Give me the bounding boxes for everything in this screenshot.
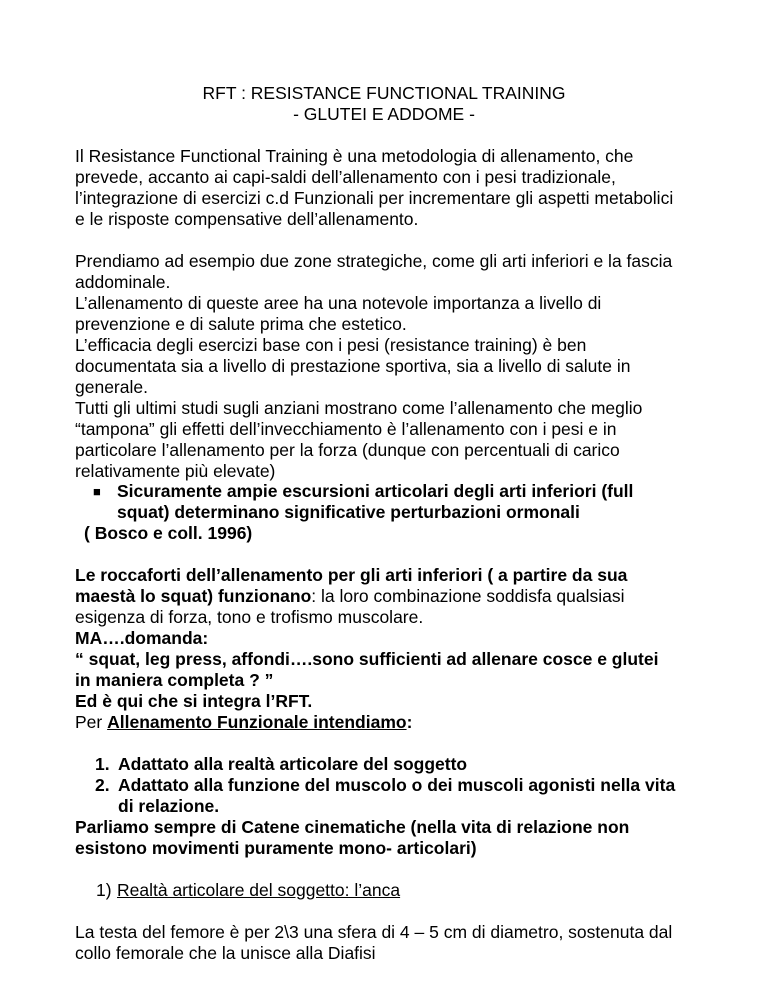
text-line: prevenzione e di salute prima che estetico. xyxy=(75,314,407,334)
question-line-2: in maniera completa ? ” xyxy=(75,670,274,690)
list-item xyxy=(95,754,715,775)
text-line: La testa del femore è per 2\3 una sfera di 4 – 5 cm di diametro, sostenuta dal xyxy=(75,922,673,942)
section-label: Realtà articolare del soggetto: l’anca xyxy=(117,880,401,900)
question-line-1: “ squat, leg press, affondi….sono sufficienti ad allenare cosce e glutei xyxy=(75,649,659,669)
text-line: L’efficacia degli esercizi base con i pesi (resistance training) è ben xyxy=(75,335,587,355)
text-line: collo femorale che la unisce alla Diafisi xyxy=(75,943,376,963)
text-line-bold: esistono movimenti puramente mono- articolari) xyxy=(75,838,477,858)
text-run: Per xyxy=(75,712,108,732)
text-line-bold: Le roccaforti dell’allenamento per gli arti inferiori ( a partire da sua xyxy=(75,565,628,585)
text-line: esigenza di forza, tono e trofismo muscolare. xyxy=(75,607,424,627)
list-item-text: di relazione. xyxy=(118,796,220,816)
text-line: L’allenamento di queste aree ha una notevole importanza a livello di xyxy=(75,293,602,313)
text-line: particolare l’allenamento per la forza (dunque con percentuali di carico xyxy=(75,440,620,460)
text-line-bold: Parliamo sempre di Catene cinematiche (nella vita di relazione non xyxy=(75,817,630,837)
bullet-line-1: Sicuramente ampie escursioni articolari degli arti inferiori (full xyxy=(117,481,634,501)
text-run-bold: : xyxy=(406,712,413,732)
document-title xyxy=(0,83,768,125)
text-line: addominale. xyxy=(75,272,171,292)
bullet-line-2: squat) determinano significative perturbazioni ormonali xyxy=(117,502,580,522)
numbered-list xyxy=(95,754,715,817)
list-item xyxy=(95,775,715,817)
text-line-bold: Ed è qui che si integra l’RFT. xyxy=(75,691,313,711)
text-line: relativamente più elevate) xyxy=(75,461,276,481)
body-paragraph-3 xyxy=(75,565,705,691)
square-bullet-icon: ■ xyxy=(93,484,101,499)
text-line: Tutti gli ultimi studi sugli anziani mostrano come l’allenamento che meglio xyxy=(75,398,643,418)
text-line: l’integrazione di esercizi c.d Funzionali per incrementare gli aspetti metabolici xyxy=(75,188,674,208)
underlined-term: Allenamento Funzionale intendiamo xyxy=(107,712,407,732)
body-paragraph-2 xyxy=(75,251,705,482)
text-line: prevede, accanto ai capi-saldi dell’allenamento con i pesi tradizionale, xyxy=(75,167,616,187)
title-line-1: RFT : RESISTANCE FUNCTIONAL TRAINING xyxy=(202,83,566,103)
body-paragraph-5 xyxy=(75,817,705,859)
body-paragraph-6 xyxy=(75,922,705,964)
text-line: e le risposte compensative dell’allenamento. xyxy=(75,209,419,229)
question-label: MA….domanda: xyxy=(75,628,209,648)
text-run-bold: maestà lo squat) funzionano xyxy=(75,586,312,606)
text-line: generale. xyxy=(75,377,148,397)
text-line: documentata sia a livello di prestazione sportiva, sia a livello di salute in xyxy=(75,356,631,376)
list-item-text: Adattato alla realtà articolare del soggetto xyxy=(118,754,468,774)
bullet-citation: ( Bosco e coll. 1996) xyxy=(84,523,253,543)
text-line: Prendiamo ad esempio due zone strategiche, come gli arti inferiori e la fascia xyxy=(75,251,673,271)
text-line: Il Resistance Functional Training è una metodologia di allenamento, che xyxy=(75,146,634,166)
body-paragraph-4 xyxy=(75,691,705,733)
text-run: : la loro combinazione soddisfa qualsiasi xyxy=(311,586,625,606)
title-line-2: - GLUTEI E ADDOME - xyxy=(293,104,475,124)
list-item-text: Adattato alla funzione del muscolo o dei muscoli agonisti nella vita xyxy=(118,775,676,795)
bullet-item xyxy=(93,481,708,523)
list-number: 1. xyxy=(95,754,110,774)
list-number: 2. xyxy=(95,775,110,795)
section-heading xyxy=(96,880,696,901)
intro-paragraph xyxy=(75,146,705,230)
section-number: 1) xyxy=(96,880,112,900)
text-line: “tampona” gli effetti dell’invecchiamento è l’allenamento con i pesi e in xyxy=(75,419,617,439)
